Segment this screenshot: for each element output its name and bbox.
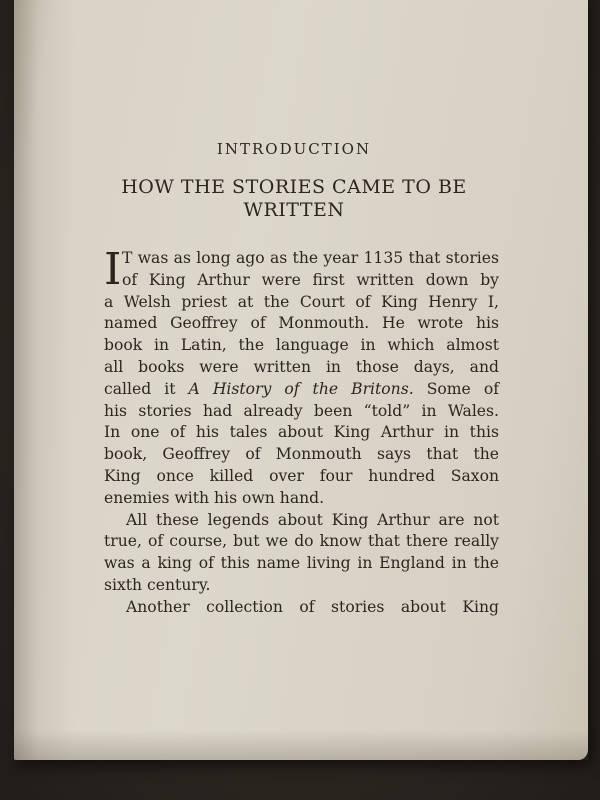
text-line: T was as long ago as the year 1135 that stories — [122, 249, 499, 267]
text-line: a Welsh priest at the Court of King Henry I, — [104, 292, 499, 311]
book-title-italic: A History of the Britons. — [188, 379, 414, 398]
text-line: sixth century. — [104, 575, 211, 594]
body-text — [104, 244, 499, 619]
text-line: book, Geoffrey of Monmouth says that the — [104, 445, 499, 464]
page-gutter-shadow — [14, 0, 74, 760]
chapter-title-line-1: HOW THE STORIES CAME TO BE — [121, 176, 467, 198]
text-line: book in Latin, the language in which almost — [104, 336, 499, 355]
text-line: true, of course, but we do know that there really — [104, 532, 499, 551]
text-line: all books were written in those days, and — [104, 357, 499, 376]
text-line: Another collection of stories about King — [126, 597, 499, 616]
text-line: of King Arthur were first written down by — [122, 270, 499, 289]
book-page — [14, 0, 588, 760]
text-line: his stories had already been “told” in Wales. — [104, 401, 499, 420]
page-bottom-shadow — [14, 730, 588, 760]
text-line: King once killed over four hundred Saxon — [104, 466, 499, 485]
text-line: enemies with his own hand. — [104, 488, 325, 507]
text-line: All these legends about King Arthur are not — [126, 510, 499, 529]
text-line: called it A History of the Britons. Some of — [104, 379, 499, 398]
text-line: In one of his tales about King Arthur in this — [104, 423, 499, 442]
running-head: INTRODUCTION — [216, 140, 372, 158]
chapter-title-line-2: WRITTEN — [243, 199, 345, 221]
text-line: named Geoffrey of Monmouth. He wrote his — [104, 314, 499, 333]
text-line: was a king of this name living in England in the — [104, 554, 499, 573]
drop-cap: I — [104, 244, 122, 295]
chapter-title — [94, 176, 494, 222]
